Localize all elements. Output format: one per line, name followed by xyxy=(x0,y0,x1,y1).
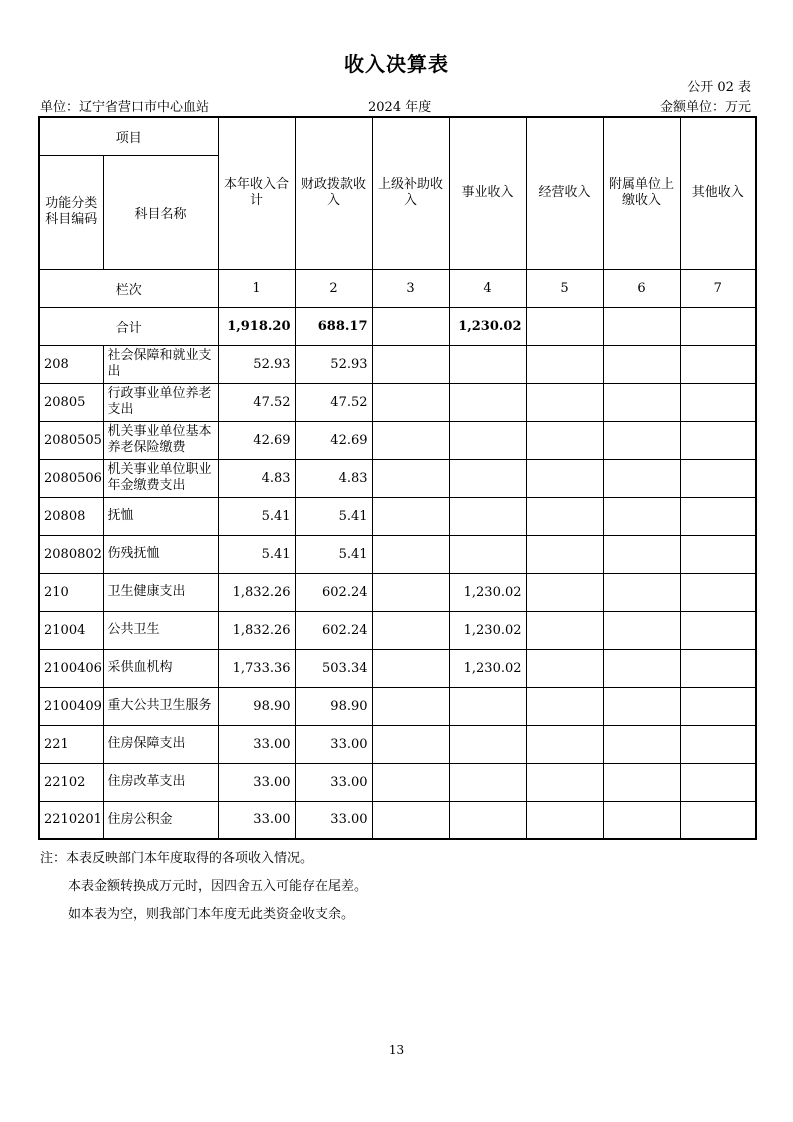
amount-cell: 98.90 xyxy=(218,687,295,725)
amount-cell xyxy=(603,421,680,459)
func-code-cell: 20808 xyxy=(39,497,103,535)
column-number: 1 xyxy=(218,269,295,307)
amount-cell: 33.00 xyxy=(218,725,295,763)
amount-cell xyxy=(680,421,756,459)
amount-cell: 42.69 xyxy=(218,421,295,459)
amount-cell xyxy=(603,687,680,725)
amount-cell xyxy=(449,763,526,801)
header-item: 项目 xyxy=(39,117,218,155)
amount-cell xyxy=(680,687,756,725)
amount-cell: 1,832.26 xyxy=(218,611,295,649)
note-line: 本表金额转换成万元时，因四舍五入可能存在尾差。 xyxy=(68,879,368,894)
table-row xyxy=(39,345,756,383)
func-code-cell: 22102 xyxy=(39,763,103,801)
amount-cell xyxy=(603,459,680,497)
amount-cell: 42.69 xyxy=(295,421,372,459)
amount-cell xyxy=(372,687,449,725)
note-line: 注：本表反映部门本年度取得的各项收入情况。 xyxy=(40,851,314,866)
amount-cell xyxy=(372,421,449,459)
table-row xyxy=(39,801,756,839)
header-total-income: 本年收入合计 xyxy=(218,117,295,269)
column-number: 2 xyxy=(295,269,372,307)
amount-cell xyxy=(680,573,756,611)
total-cell: 1,918.20 xyxy=(218,307,295,345)
amount-cell xyxy=(526,687,603,725)
amount-cell: 52.93 xyxy=(218,345,295,383)
func-code-cell: 2080506 xyxy=(39,459,103,497)
amount-cell xyxy=(603,611,680,649)
column-number-row xyxy=(39,269,756,307)
table-body xyxy=(39,345,756,839)
page-title: 收入决算表 xyxy=(344,52,449,76)
amount-cell xyxy=(372,649,449,687)
amount-cell xyxy=(680,383,756,421)
amount-cell xyxy=(526,383,603,421)
column-number-label: 栏次 xyxy=(39,269,218,307)
amount-cell xyxy=(372,497,449,535)
amount-cell xyxy=(526,497,603,535)
amount-cell xyxy=(526,725,603,763)
subject-name-cell: 机关事业单位职业年金缴费支出 xyxy=(103,459,218,497)
amount-cell: 33.00 xyxy=(295,725,372,763)
func-code-cell: 2100406 xyxy=(39,649,103,687)
func-code-cell: 21004 xyxy=(39,611,103,649)
table-row xyxy=(39,763,756,801)
amount-cell xyxy=(372,801,449,839)
header-subject-name: 科目名称 xyxy=(103,155,218,269)
header-operating: 经营收入 xyxy=(526,117,603,269)
func-code-cell: 2210201 xyxy=(39,801,103,839)
amount-cell xyxy=(372,763,449,801)
header-business: 事业收入 xyxy=(449,117,526,269)
amount-cell: 47.52 xyxy=(218,383,295,421)
total-cell xyxy=(526,307,603,345)
amount-cell xyxy=(603,535,680,573)
amount-cell xyxy=(526,421,603,459)
total-label: 合计 xyxy=(39,307,218,345)
column-number: 4 xyxy=(449,269,526,307)
amount-cell xyxy=(603,763,680,801)
amount-cell xyxy=(603,573,680,611)
column-number: 7 xyxy=(680,269,756,307)
subject-name-cell: 卫生健康支出 xyxy=(103,573,218,611)
amount-cell xyxy=(680,801,756,839)
amount-cell xyxy=(680,763,756,801)
amount-cell xyxy=(526,535,603,573)
unit-label: 单位：辽宁省营口市中心血站 xyxy=(40,100,210,115)
subject-name-cell: 采供血机构 xyxy=(103,649,218,687)
table-row xyxy=(39,497,756,535)
subject-name-cell: 社会保障和就业支出 xyxy=(103,345,218,383)
amount-cell: 1,230.02 xyxy=(449,573,526,611)
amount-cell: 1,733.36 xyxy=(218,649,295,687)
amount-cell xyxy=(603,497,680,535)
amount-cell: 52.93 xyxy=(295,345,372,383)
func-code-cell: 221 xyxy=(39,725,103,763)
header-affiliated: 附属单位上缴收入 xyxy=(603,117,680,269)
amount-cell xyxy=(449,687,526,725)
func-code-cell: 2080802 xyxy=(39,535,103,573)
table-row xyxy=(39,725,756,763)
amount-cell: 5.41 xyxy=(295,497,372,535)
subject-name-cell: 机关事业单位基本养老保险缴费 xyxy=(103,421,218,459)
total-cell xyxy=(680,307,756,345)
amount-unit-label: 金额单位：万元 xyxy=(659,100,751,115)
amount-cell: 1,230.02 xyxy=(449,649,526,687)
func-code-cell: 2100409 xyxy=(39,687,103,725)
subject-name-cell: 公共卫生 xyxy=(103,611,218,649)
amount-cell: 4.83 xyxy=(295,459,372,497)
subject-name-cell: 住房公积金 xyxy=(103,801,218,839)
amount-cell xyxy=(372,383,449,421)
amount-cell xyxy=(603,801,680,839)
header-func-code: 功能分类科目编码 xyxy=(39,155,103,269)
amount-cell xyxy=(680,725,756,763)
amount-cell xyxy=(526,611,603,649)
table-row xyxy=(39,421,756,459)
amount-cell: 1,832.26 xyxy=(218,573,295,611)
column-number: 6 xyxy=(603,269,680,307)
header-superior: 上级补助收入 xyxy=(372,117,449,269)
total-row xyxy=(39,307,756,345)
subject-name-cell: 行政事业单位养老支出 xyxy=(103,383,218,421)
amount-cell xyxy=(449,383,526,421)
table-row xyxy=(39,687,756,725)
amount-cell xyxy=(526,801,603,839)
amount-cell xyxy=(680,611,756,649)
amount-cell: 602.24 xyxy=(295,573,372,611)
amount-cell xyxy=(603,725,680,763)
amount-cell: 1,230.02 xyxy=(449,611,526,649)
note-line: 如本表为空，则我部门本年度无此类资金收支余。 xyxy=(68,907,355,922)
amount-cell xyxy=(603,649,680,687)
amount-cell xyxy=(372,345,449,383)
amount-cell xyxy=(449,535,526,573)
func-code-cell: 20805 xyxy=(39,383,103,421)
amount-cell xyxy=(680,459,756,497)
amount-cell xyxy=(449,801,526,839)
year-label: 2024 年度 xyxy=(368,100,432,115)
subject-name-cell: 住房改革支出 xyxy=(103,763,218,801)
table-row xyxy=(39,573,756,611)
subject-name-cell: 重大公共卫生服务 xyxy=(103,687,218,725)
amount-cell: 33.00 xyxy=(218,763,295,801)
amount-cell xyxy=(603,345,680,383)
amount-cell xyxy=(680,649,756,687)
amount-cell xyxy=(372,725,449,763)
income-table xyxy=(38,116,757,840)
total-cell xyxy=(372,307,449,345)
amount-cell xyxy=(449,345,526,383)
total-cell: 688.17 xyxy=(295,307,372,345)
func-code-cell: 210 xyxy=(39,573,103,611)
amount-cell xyxy=(449,459,526,497)
amount-cell: 33.00 xyxy=(295,763,372,801)
header-fiscal: 财政拨款收入 xyxy=(295,117,372,269)
total-cell: 1,230.02 xyxy=(449,307,526,345)
table-code: 公开 02 表 xyxy=(687,80,751,95)
page-number: 13 xyxy=(388,1043,405,1057)
amount-cell: 503.34 xyxy=(295,649,372,687)
subject-name-cell: 住房保障支出 xyxy=(103,725,218,763)
amount-cell: 602.24 xyxy=(295,611,372,649)
amount-cell xyxy=(449,421,526,459)
amount-cell xyxy=(526,459,603,497)
table-row xyxy=(39,535,756,573)
amount-cell xyxy=(372,535,449,573)
notes xyxy=(40,845,367,929)
amount-cell xyxy=(372,459,449,497)
amount-cell xyxy=(526,649,603,687)
amount-cell: 5.41 xyxy=(295,535,372,573)
total-cell xyxy=(603,307,680,345)
amount-cell xyxy=(680,535,756,573)
table-row xyxy=(39,649,756,687)
amount-cell xyxy=(449,497,526,535)
amount-cell xyxy=(526,763,603,801)
amount-cell: 5.41 xyxy=(218,535,295,573)
amount-cell: 98.90 xyxy=(295,687,372,725)
header-other: 其他收入 xyxy=(680,117,756,269)
amount-cell xyxy=(372,611,449,649)
func-code-cell: 208 xyxy=(39,345,103,383)
subject-name-cell: 伤残抚恤 xyxy=(103,535,218,573)
header-row xyxy=(39,117,756,155)
amount-cell xyxy=(526,345,603,383)
column-number: 5 xyxy=(526,269,603,307)
subject-name-cell: 抚恤 xyxy=(103,497,218,535)
amount-cell xyxy=(526,573,603,611)
column-number: 3 xyxy=(372,269,449,307)
amount-cell xyxy=(680,345,756,383)
table-row xyxy=(39,611,756,649)
amount-cell: 33.00 xyxy=(295,801,372,839)
func-code-cell: 2080505 xyxy=(39,421,103,459)
amount-cell: 33.00 xyxy=(218,801,295,839)
amount-cell xyxy=(603,383,680,421)
amount-cell: 4.83 xyxy=(218,459,295,497)
amount-cell: 47.52 xyxy=(295,383,372,421)
amount-cell: 5.41 xyxy=(218,497,295,535)
amount-cell xyxy=(680,497,756,535)
table-row xyxy=(39,383,756,421)
table-row xyxy=(39,459,756,497)
amount-cell xyxy=(449,725,526,763)
amount-cell xyxy=(372,573,449,611)
